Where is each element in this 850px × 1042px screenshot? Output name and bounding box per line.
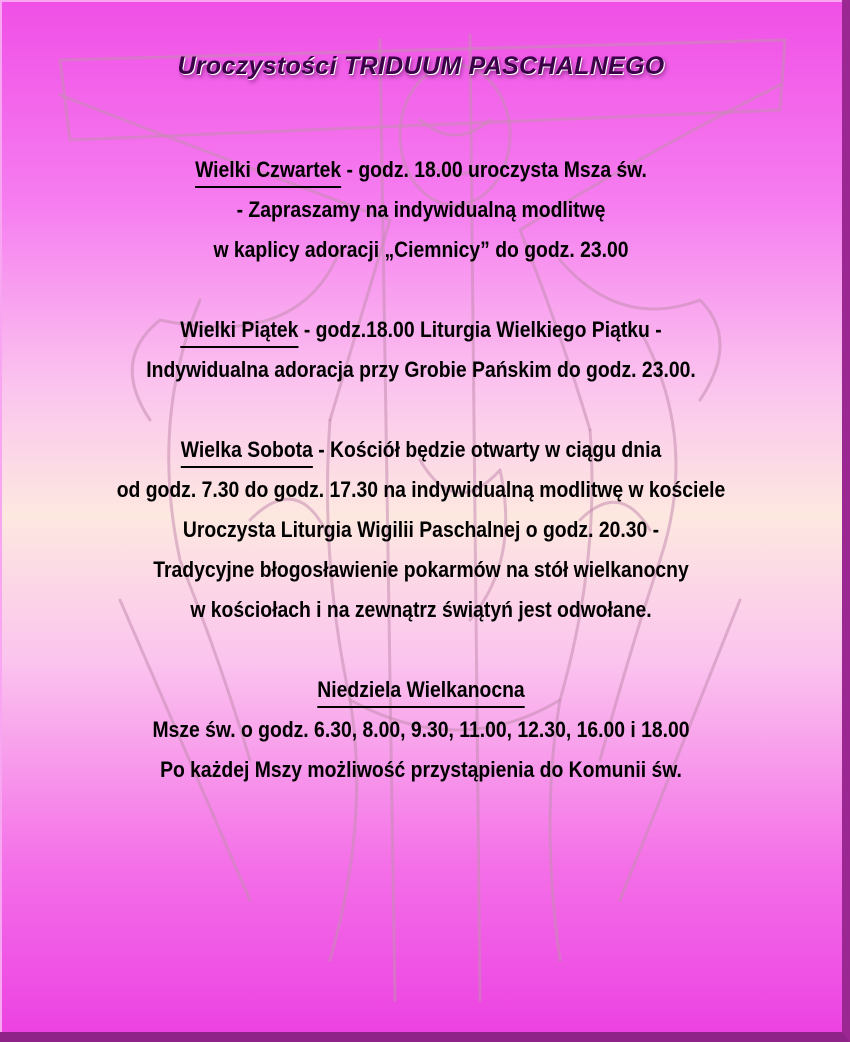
section-heading: Niedziela Wielkanocna — [317, 677, 525, 702]
schedule-content — [59, 150, 783, 790]
section-line: - godz.18.00 Liturgia Wielkiego Piątku - — [298, 317, 662, 342]
page-title: Uroczystości TRIDUUM PASCHALNEGO — [177, 52, 665, 80]
section-good-friday — [59, 310, 783, 390]
section-line: Msze św. o godz. 6.30, 8.00, 9.30, 11.00, 12.30, 16.00 i 18.00 — [152, 717, 690, 742]
section-heading: Wielki Czwartek — [195, 157, 342, 182]
section-line: - Zapraszamy na indywidualną modlitwę — [236, 197, 606, 222]
spacer — [59, 390, 783, 430]
section-line: Po każdej Mszy możliwość przystąpienia do Komunii św. — [160, 757, 682, 782]
section-easter-sunday — [59, 670, 783, 790]
section-line: w kościołach i na zewnątrz świątyń jest odwołane. — [190, 597, 652, 622]
section-line: - godz. 18.00 uroczysta Msza św. — [341, 157, 647, 182]
section-heading: Wielki Piątek — [180, 317, 299, 342]
section-line: Tradycyjne błogosławienie pokarmów na stół wielkanocny — [153, 557, 689, 582]
section-line: Uroczysta Liturgia Wigilii Paschalnej o godz. 20.30 - — [182, 517, 660, 542]
section-line: w kaplicy adoracji „Ciemnicy” do godz. 23.00 — [213, 237, 629, 262]
section-maundy-thursday — [59, 150, 783, 270]
section-line: od godz. 7.30 do godz. 17.30 na indywidualną modlitwę w kościele — [116, 477, 726, 502]
section-holy-saturday — [59, 430, 783, 630]
spacer — [59, 630, 783, 670]
section-heading: Wielka Sobota — [180, 437, 313, 462]
spacer — [59, 270, 783, 310]
section-line: Indywidualna adoracja przy Grobie Pańskim do godz. 23.00. — [146, 357, 696, 382]
section-line: - Kościół będzie otwarty w ciągu dnia — [312, 437, 662, 462]
